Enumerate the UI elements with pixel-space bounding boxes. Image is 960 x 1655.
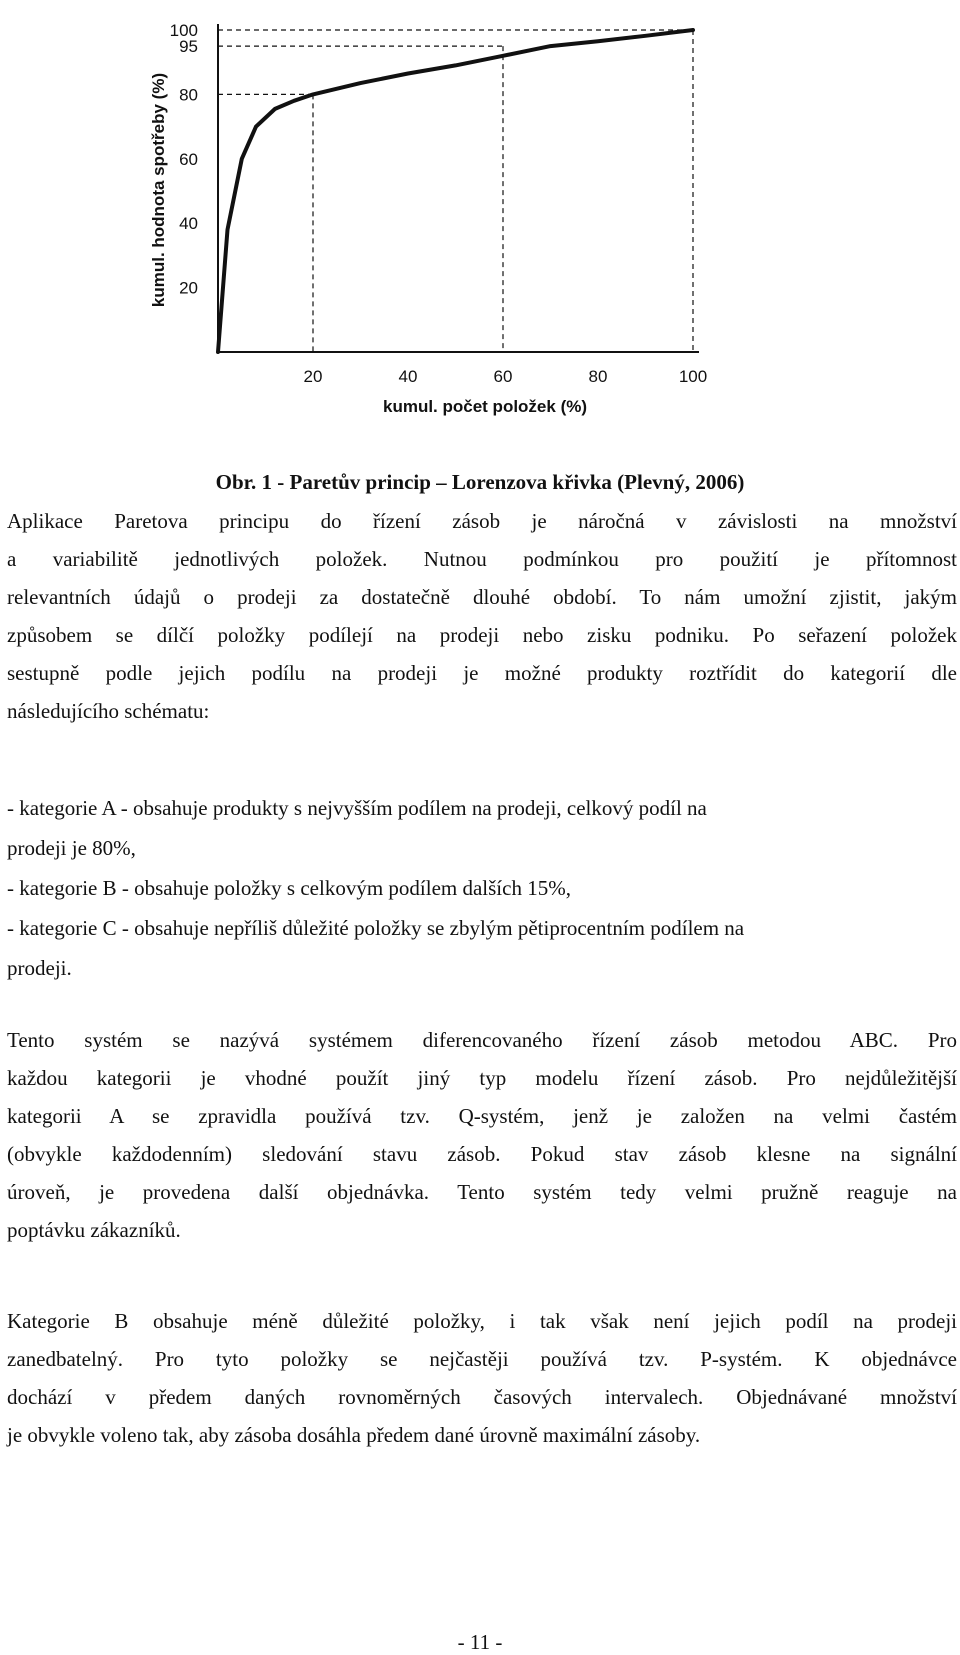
list-item: prodeji. (7, 956, 72, 980)
paragraph-line: kategorii A se zpravidla používá tzv. Q-systém, jenž je založen na velmi častém (7, 1104, 957, 1128)
x-axis-label: kumul. počet položek (%) (382, 397, 588, 416)
paragraph-line: sestupně podle jejich podílu na prodeji je možné produkty roztřídit do kategorií dle (7, 661, 957, 685)
y-tick-label: 100 (169, 21, 198, 40)
y-tick-label: 40 (179, 214, 198, 234)
x-tick-label: 80 (588, 367, 608, 386)
paragraph-line: způsobem se dílčí položky podílejí na prodeji nebo zisku podniku. Po seřazení položek (7, 623, 957, 647)
paragraph-line: zanedbatelný. Pro tyto položky se nejčastěji používá tzv. P-systém. K objednávce (7, 1347, 957, 1371)
y-tick-label: 20 (179, 278, 198, 298)
list-item: - kategorie A - obsahuje produkty s nejvyšším podílem na prodeji, celkový podíl na (7, 796, 707, 820)
x-tick-label: 100 (678, 367, 708, 386)
list-item: - kategorie B - obsahuje položky s celkovým podílem dalších 15%, (7, 876, 571, 900)
paragraph-line: poptávku zákazníků. (7, 1218, 181, 1242)
list-item: prodeji je 80%, (7, 836, 136, 860)
category-list (7, 788, 957, 988)
paragraph-line: (obvykle každodenním) sledování stavu zásob. Pokud stav zásob klesne na signální (7, 1142, 957, 1166)
paragraph-abc (7, 1021, 957, 1249)
paragraph-line: následujícího schématu: (7, 699, 210, 723)
y-axis-label: kumul. hodnota spotřeby (%) (149, 72, 168, 308)
paragraph-line: každou kategorii je vhodné použít jiný typ modelu řízení zásob. Pro nejdůležitější (7, 1066, 957, 1090)
x-tick-label: 20 (303, 367, 323, 386)
paragraph-line: a variabilitě jednotlivých položek. Nutnou podmínkou pro použití je přítomnost (7, 547, 957, 571)
x-tick-label: 40 (398, 367, 418, 386)
paragraph-intro (7, 502, 957, 730)
list-item: - kategorie C - obsahuje nepříliš důležité položky se zbylým pětiprocentním podílem na (7, 916, 745, 940)
paragraph-line: dochází v předem daných rovnoměrných časových intervalech. Objednávané množství (7, 1385, 957, 1409)
y-tick-label: 60 (179, 149, 198, 169)
paragraph-line: relevantních údajů o prodeji za dostatečně dlouhé období. To nám umožní zjistit, jakým (7, 585, 957, 609)
y-tick-label: 80 (179, 85, 198, 105)
paragraph-line: Aplikace Paretova principu do řízení zásob je náročná v závislosti na množství (7, 509, 957, 533)
paragraph-line: Tento systém se nazývá systémem diferencovaného řízení zásob metodou ABC. Pro (7, 1028, 957, 1052)
paragraph-line: Kategorie B obsahuje méně důležité položky, i tak však není jejich podíl na prodeji (7, 1309, 957, 1333)
pareto-chart (130, 0, 750, 450)
paragraph-line: je obvykle voleno tak, aby zásoba dosáhla předem dané úrovně maximální zásoby. (7, 1423, 701, 1447)
figure-caption: Obr. 1 - Paretův princip – Lorenzova křivka (Plevný, 2006) (215, 470, 745, 494)
x-tick-label: 60 (493, 367, 513, 386)
paragraph-line: úroveň, je provedena další objednávka. Tento systém tedy velmi pružně reaguje na (7, 1180, 957, 1204)
paragraph-category-b (7, 1302, 957, 1454)
page-number: - 11 - (457, 1630, 503, 1654)
y-tick-label: 95 (179, 37, 198, 57)
lorenz-curve (218, 30, 693, 352)
